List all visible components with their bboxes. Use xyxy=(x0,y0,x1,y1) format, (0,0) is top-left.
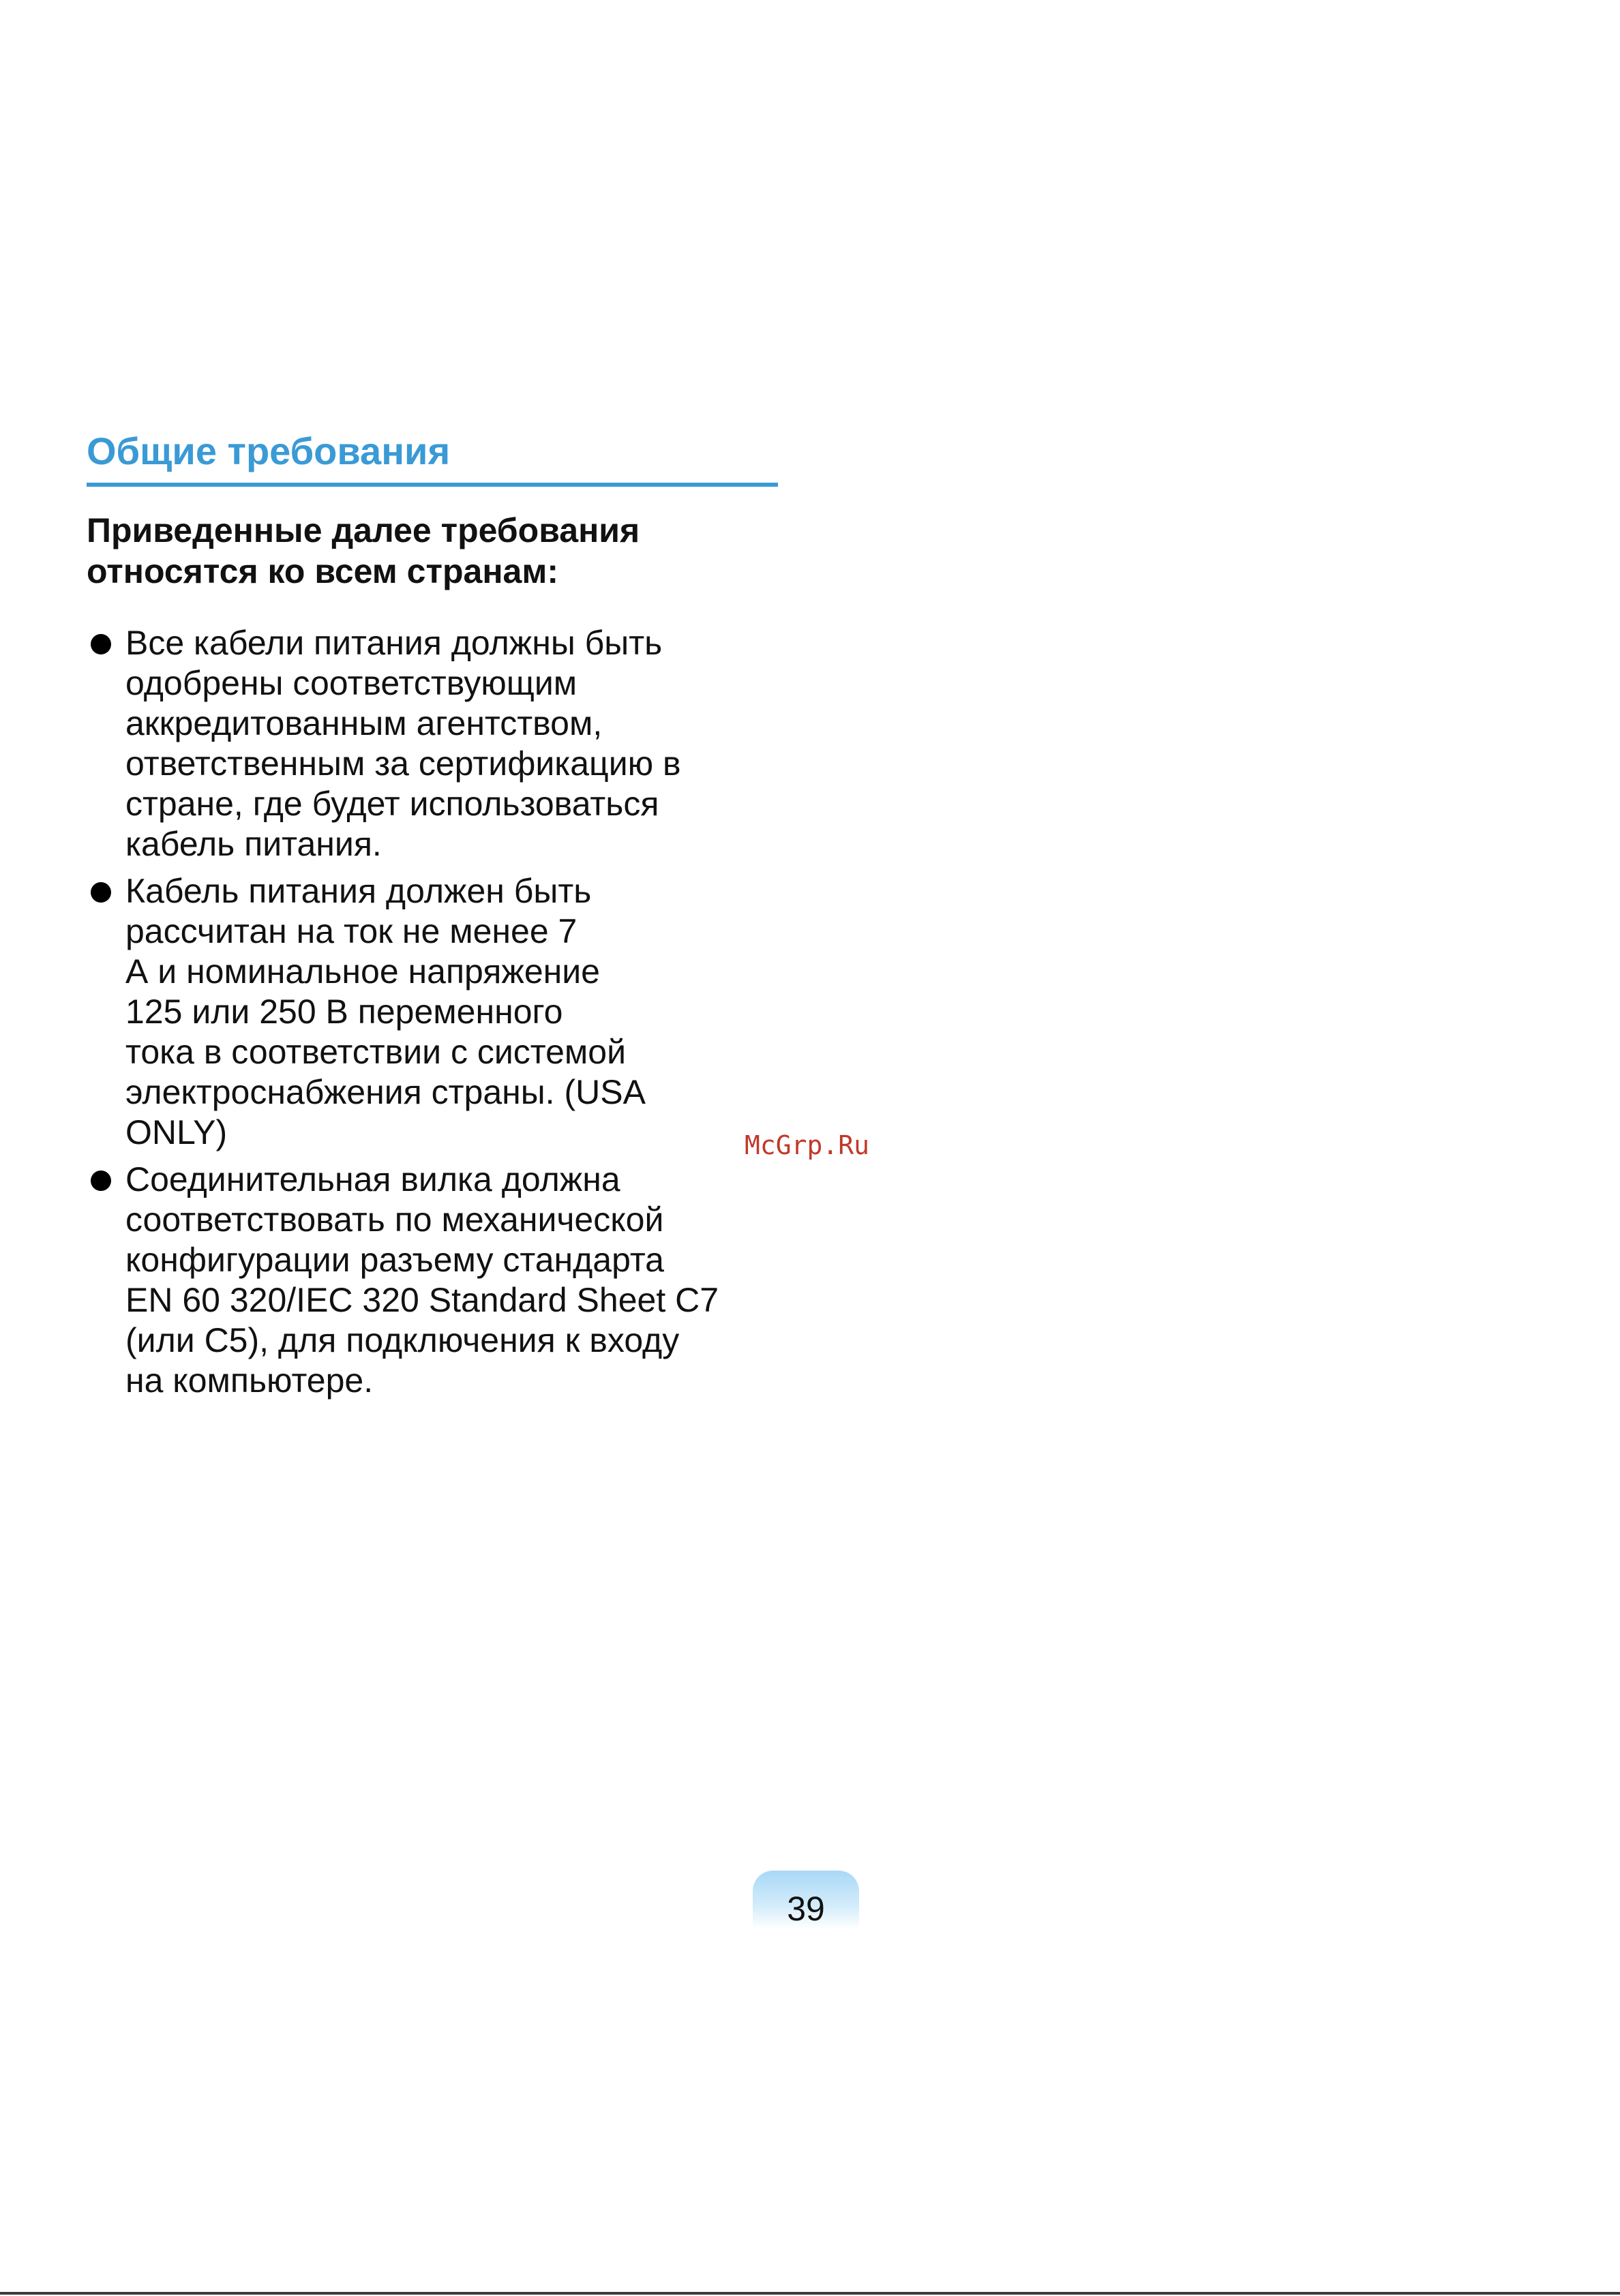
heading-underline xyxy=(87,483,778,487)
requirement-line: конфигурации разъему стандарта xyxy=(125,1241,664,1279)
requirement-line: Соединительная вилка должна xyxy=(125,1160,620,1198)
watermark-link[interactable]: McGrp.Ru xyxy=(745,1130,870,1160)
bullet-icon xyxy=(91,882,111,903)
requirement-line: стране, где будет использоваться xyxy=(125,785,659,823)
requirement-line: кабель питания. xyxy=(125,825,382,863)
requirement-line: соответствовать по механической xyxy=(125,1200,664,1239)
requirement-line: аккредитованным агентством, xyxy=(125,704,603,742)
requirement-line: (или C5), для подключения к входу xyxy=(125,1321,680,1359)
requirement-line: 125 или 250 В переменного xyxy=(125,993,563,1031)
intro-line-1: Приведенные далее требования xyxy=(87,511,640,549)
intro-text xyxy=(87,510,809,592)
requirement-item xyxy=(87,623,809,864)
requirement-line: ONLY) xyxy=(125,1113,228,1151)
requirement-line: одобрены соответствующим xyxy=(125,664,578,702)
requirement-line: EN 60 320/IEC 320 Standard Sheet C7 xyxy=(125,1281,719,1319)
requirement-item xyxy=(87,1160,809,1401)
requirement-line: рассчитан на ток не менее 7 xyxy=(125,912,578,950)
requirement-line: Все кабели питания должны быть xyxy=(125,624,663,662)
requirement-line: на компьютере. xyxy=(125,1361,374,1400)
requirement-item xyxy=(87,871,809,1153)
requirement-line: Кабель питания должен быть xyxy=(125,872,592,910)
bottom-divider xyxy=(0,2292,1620,2295)
requirement-line: тока в соответствии с системой xyxy=(125,1033,627,1071)
page-number-badge: 39 xyxy=(753,1871,859,1929)
intro-line-2: относятся ко всем странам: xyxy=(87,552,558,590)
requirement-line: А и номинальное напряжение xyxy=(125,952,600,991)
bullet-icon xyxy=(91,634,111,654)
section-title: Общие требования xyxy=(87,429,451,472)
requirement-line: ответственным за сертификацию в xyxy=(125,744,681,783)
bullet-icon xyxy=(91,1170,111,1191)
requirements-list xyxy=(87,623,809,1408)
requirement-line: электроснабжения страны. (USA xyxy=(125,1073,646,1111)
